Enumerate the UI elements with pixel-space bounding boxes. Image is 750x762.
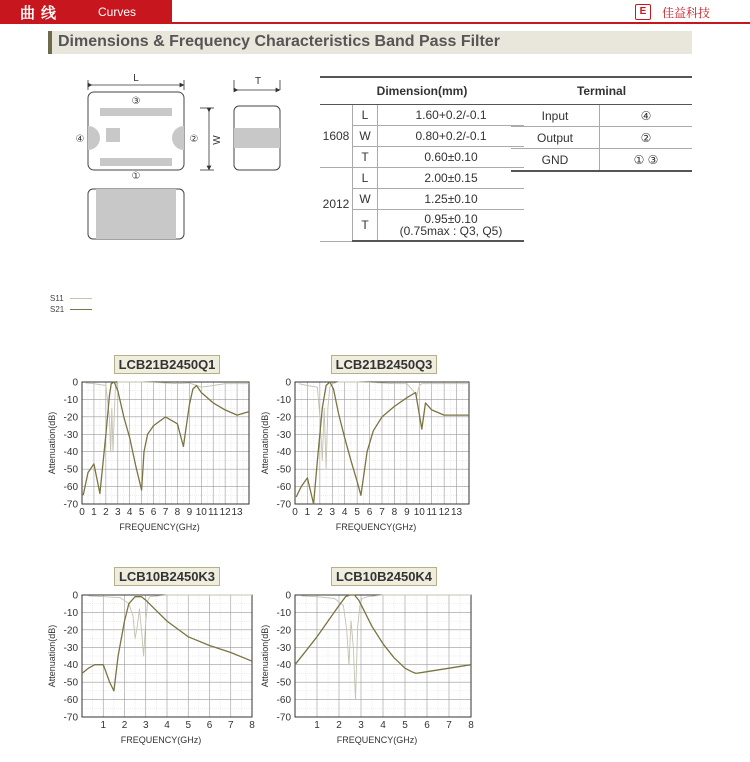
- y-tick-label: -20: [276, 625, 291, 637]
- x-tick-label: 12: [219, 507, 231, 518]
- dim-label-W: W: [212, 135, 223, 145]
- dim-value: 0.60±0.10: [378, 147, 525, 168]
- x-tick-label: 8: [468, 720, 474, 731]
- x-tick-label: 5: [185, 720, 192, 731]
- legend-label-s21: S21: [50, 305, 65, 314]
- dim-key: W: [353, 189, 378, 210]
- x-axis-label: FREQUENCY(GHz): [119, 522, 200, 532]
- header-title-en: Curves: [98, 5, 137, 19]
- page-header: [0, 0, 750, 24]
- x-tick-label: 10: [195, 507, 207, 518]
- x-tick-label: 8: [174, 507, 181, 518]
- chart-lcb10b2450k3: [45, 587, 265, 752]
- y-tick-label: -50: [276, 464, 291, 476]
- dim-key: T: [353, 210, 378, 242]
- y-tick-label: -60: [63, 482, 78, 494]
- x-tick-label: 13: [231, 507, 243, 518]
- terminal-name: Input: [511, 105, 600, 127]
- x-axis-label: FREQUENCY(GHz): [336, 735, 418, 745]
- x-tick-label: 13: [451, 507, 463, 518]
- pin3-label: ③: [131, 96, 141, 107]
- table-row: [320, 168, 524, 189]
- y-tick-label: -20: [63, 625, 78, 637]
- x-tick-label: 5: [138, 507, 145, 518]
- x-tick-label: 2: [317, 507, 323, 518]
- legend-label-s11: S11: [50, 294, 64, 303]
- x-tick-label: 5: [402, 720, 408, 731]
- chart-lcb21b2450q1: [45, 374, 265, 534]
- y-tick-label: -70: [63, 499, 78, 511]
- terminal-pin: ① ③: [600, 149, 693, 172]
- y-tick-label: -60: [63, 695, 78, 707]
- y-tick-label: 0: [72, 377, 78, 389]
- dim-key: T: [353, 147, 378, 168]
- y-tick-label: -30: [276, 429, 291, 441]
- y-tick-label: 0: [285, 590, 291, 602]
- y-tick-label: -20: [276, 412, 291, 424]
- table-row: [511, 149, 692, 172]
- x-tick-label: 7: [227, 720, 234, 731]
- x-tick-label: 3: [142, 720, 149, 731]
- x-axis-label: FREQUENCY(GHz): [120, 735, 202, 745]
- header-rule: [0, 22, 750, 24]
- y-tick-label: -10: [63, 607, 78, 619]
- legend-entry-s11: [50, 294, 92, 305]
- x-tick-label: 7: [379, 507, 385, 518]
- y-tick-label: -40: [276, 660, 291, 672]
- x-tick-label: 10: [413, 507, 425, 518]
- y-tick-label: -50: [63, 677, 78, 689]
- terminal-table-header: Terminal: [511, 77, 692, 105]
- pin2-label: ②: [189, 134, 199, 145]
- y-tick-label: -70: [276, 712, 291, 724]
- chart-lcb10b2450k4: [260, 587, 485, 752]
- x-tick-label: 6: [206, 720, 213, 731]
- y-tick-label: -20: [63, 412, 78, 424]
- brand-name: 佳益科技: [661, 6, 710, 20]
- grid: [82, 595, 252, 717]
- header-title-cn: 曲线: [20, 5, 63, 22]
- y-tick-label: -60: [276, 482, 291, 494]
- x-tick-label: 7: [446, 720, 452, 731]
- y-tick-label: -30: [63, 429, 78, 441]
- size-cell: 1608: [320, 105, 353, 168]
- terminal-name: GND: [511, 149, 600, 172]
- brand-logo-icon: E: [635, 4, 651, 20]
- y-tick-label: -10: [63, 394, 78, 406]
- y-tick-label: 0: [285, 377, 291, 389]
- pin4-label: ④: [75, 134, 85, 145]
- size-cell: 2012: [320, 168, 353, 242]
- y-tick-label: -50: [63, 464, 78, 476]
- y-tick-label: -40: [63, 660, 78, 672]
- y-axis-label: Attenuation(dB): [47, 624, 57, 688]
- y-axis-label: Attenuation(dB): [260, 411, 270, 475]
- table-row: [511, 127, 692, 149]
- dim-value: 1.60+0.2/-0.1: [378, 105, 525, 126]
- dim-key: W: [353, 126, 378, 147]
- terminal-pin: ④: [600, 105, 693, 127]
- x-tick-label: 3: [358, 720, 364, 731]
- y-tick-label: -10: [276, 394, 291, 406]
- x-tick-label: 6: [366, 507, 373, 518]
- legend-swatch-s21: [70, 309, 92, 310]
- y-axis-label: Attenuation(dB): [47, 411, 57, 475]
- x-tick-label: 0: [79, 507, 85, 518]
- y-tick-label: -60: [276, 695, 291, 707]
- section-title-accent: [48, 31, 52, 54]
- dim-value: 2.00±0.15: [378, 168, 525, 189]
- x-tick-label: 7: [162, 507, 169, 518]
- y-tick-label: -70: [63, 712, 78, 724]
- y-tick-label: -10: [276, 607, 291, 619]
- dim-key: L: [353, 105, 378, 126]
- x-tick-label: 1: [304, 507, 311, 518]
- x-tick-label: 2: [121, 720, 128, 731]
- y-tick-label: -40: [63, 447, 78, 459]
- series-line-s21: [83, 382, 249, 495]
- dimension-table-header-row: [320, 77, 524, 105]
- x-tick-label: 4: [380, 720, 386, 731]
- x-tick-label: 1: [91, 507, 97, 518]
- y-tick-label: -30: [276, 642, 291, 654]
- section-title-bar: [48, 31, 692, 54]
- dim-value: 1.25±0.10: [378, 189, 525, 210]
- dim-value-multi: [378, 210, 525, 242]
- y-tick-label: -40: [276, 447, 291, 459]
- x-tick-label: 11: [426, 507, 437, 518]
- grid: [82, 382, 249, 504]
- chart-legend: [50, 294, 92, 316]
- y-tick-label: -70: [276, 499, 291, 511]
- y-tick-label: -30: [63, 642, 78, 654]
- dimension-table-header: Dimension(mm): [320, 77, 524, 105]
- grid: [295, 595, 471, 717]
- legend-entry-s21: [50, 305, 92, 316]
- x-tick-label: 8: [249, 720, 255, 731]
- dim-value: 0.80+0.2/-0.1: [378, 126, 525, 147]
- x-tick-label: 3: [329, 507, 336, 518]
- y-tick-label: -50: [276, 677, 291, 689]
- terminal-pin: ②: [600, 127, 693, 149]
- x-tick-label: 8: [391, 507, 398, 518]
- x-tick-label: 6: [150, 507, 157, 518]
- series-line-s11: [88, 595, 252, 656]
- terminal-table: [511, 76, 692, 172]
- x-tick-label: 9: [404, 507, 410, 518]
- chart-title-k4: LCB10B2450K4: [331, 567, 437, 586]
- chart-title-k3: LCB10B2450K3: [114, 567, 220, 586]
- table-row: [320, 105, 524, 126]
- chart-title-q3: LCB21B2450Q3: [331, 355, 437, 374]
- x-tick-label: 12: [438, 507, 450, 518]
- x-tick-label: 9: [186, 507, 193, 518]
- x-tick-label: 11: [208, 507, 219, 518]
- x-axis-label: FREQUENCY(GHz): [335, 522, 417, 532]
- x-tick-label: 0: [292, 507, 298, 518]
- dim-value: 0.95±0.10: [424, 212, 478, 226]
- x-tick-label: 1: [100, 720, 107, 731]
- section-title: Dimensions & Frequency Characteristics Band Pass Filter: [58, 33, 500, 50]
- y-tick-label: 0: [72, 590, 78, 602]
- dim-label-L: L: [133, 73, 139, 84]
- chart-lcb21b2450q3: [260, 374, 485, 534]
- dim-value-note: (0.75max : Q3, Q5): [399, 224, 503, 238]
- component-diagram: [70, 72, 315, 247]
- pin1-label: ①: [131, 171, 141, 182]
- x-tick-label: 1: [314, 720, 320, 731]
- legend-swatch-s11: [70, 298, 92, 299]
- x-tick-label: 3: [115, 507, 121, 518]
- x-tick-label: 5: [354, 507, 360, 518]
- x-tick-label: 6: [424, 720, 430, 731]
- y-axis-label: Attenuation(dB): [260, 624, 270, 688]
- terminal-name: Output: [511, 127, 600, 149]
- dim-label-T: T: [254, 76, 262, 87]
- x-tick-label: 4: [341, 507, 348, 518]
- x-tick-label: 2: [336, 720, 342, 731]
- dim-key: L: [353, 168, 378, 189]
- table-row: [511, 105, 692, 127]
- dimension-table: [320, 76, 524, 242]
- x-tick-label: 2: [103, 507, 109, 518]
- chart-title-q1: LCB21B2450Q1: [114, 355, 220, 374]
- x-tick-label: 4: [126, 507, 133, 518]
- x-tick-label: 4: [164, 720, 170, 731]
